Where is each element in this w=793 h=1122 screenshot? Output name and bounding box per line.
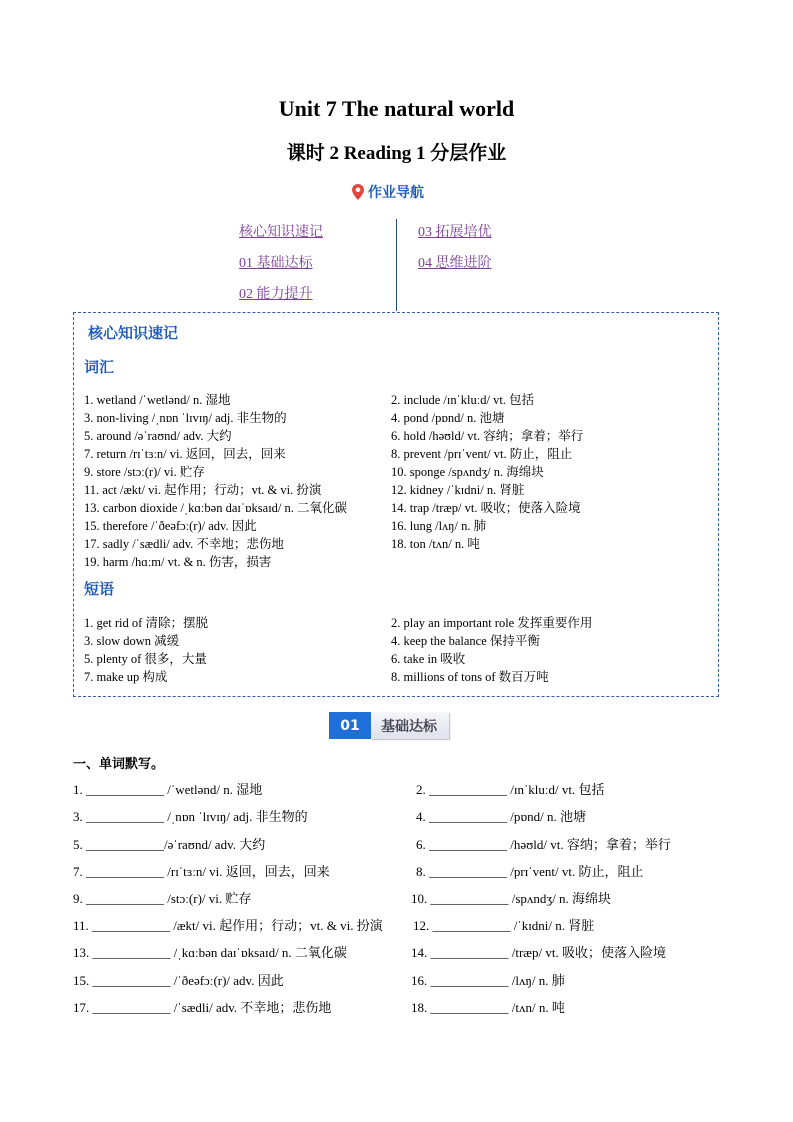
exercise-item[interactable]: 3. ____________ /ˌnɒn ˈlɪvɪŋ/ adj. 非生物的 bbox=[73, 809, 308, 824]
list-item: 14. trap /træp/ vt. 吸收；使落入险境 bbox=[391, 501, 581, 515]
page-subtitle: 课时 2 Reading 1 分层作业 bbox=[286, 143, 507, 164]
exercise-item[interactable]: 5. ____________/əˈraʊnd/ adv. 大约 bbox=[73, 837, 266, 852]
vocab-heading: 词汇 bbox=[84, 358, 115, 376]
list-item: 16. lung /lʌŋ/ n. 肺 bbox=[391, 519, 487, 533]
list-item: 15. therefore /ˈðeəfɔː(r)/ adv. 因此 bbox=[84, 519, 257, 533]
page-title: Unit 7 The natural world bbox=[278, 96, 515, 121]
list-item: 2. include /ɪnˈkluːd/ vt. 包括 bbox=[391, 393, 535, 407]
list-item: 6. hold /həʊld/ vt. 容纳；拿着；举行 bbox=[391, 429, 584, 443]
nav-heading-label: 作业导航 bbox=[368, 185, 424, 201]
phrase-heading: 短语 bbox=[84, 580, 115, 598]
section-number: 01 bbox=[329, 712, 371, 739]
exercise-item[interactable]: 4. ____________ /pɒnd/ n. 池塘 bbox=[416, 809, 587, 824]
nav-link-thinking[interactable]: 04 思维进阶 bbox=[418, 256, 492, 271]
vocab-list-left bbox=[84, 391, 347, 571]
list-item: 17. sadly /ˈsædli/ adv. 不幸地；悲伤地 bbox=[84, 537, 284, 551]
vocab-list-right bbox=[391, 391, 583, 553]
nav-link-extension[interactable]: 03 拓展培优 bbox=[418, 225, 492, 240]
nav-divider bbox=[396, 219, 397, 311]
section-01-tag bbox=[329, 712, 449, 739]
list-item: 9. store /stɔː(r)/ vi. 贮存 bbox=[84, 465, 205, 479]
exercise-item[interactable]: 17. ____________ /ˈsædli/ adv. 不幸地；悲伤地 bbox=[73, 1000, 332, 1015]
list-item: 1. get rid of 清除；摆脱 bbox=[84, 616, 208, 630]
exercise-item[interactable]: 10. ____________ /spʌndʒ/ n. 海绵块 bbox=[411, 891, 612, 906]
list-item: 5. plenty of 很多，大量 bbox=[84, 652, 207, 666]
list-item: 7. make up 构成 bbox=[84, 670, 168, 684]
nav-link-basic[interactable]: 01 基础达标 bbox=[239, 256, 313, 271]
exercise-item[interactable]: 12. ____________ /ˈkɪdni/ n. 肾脏 bbox=[413, 918, 595, 933]
list-item: 12. kidney /ˈkɪdni/ n. 肾脏 bbox=[391, 483, 525, 497]
exercise-item[interactable]: 1. ____________ /ˈwetlənd/ n. 湿地 bbox=[73, 782, 263, 797]
list-item: 8. millions of tons of 数百万吨 bbox=[391, 670, 549, 684]
list-item: 1. wetland /ˈwetlənd/ n. 湿地 bbox=[84, 393, 231, 407]
list-item: 13. carbon dioxide /ˌkɑːbən daɪˈɒksaɪd/ n. 二氧化碳 bbox=[84, 501, 348, 515]
exercise-item[interactable]: 6. ____________ /həʊld/ vt. 容纳；拿着；举行 bbox=[416, 837, 671, 852]
exercise-item[interactable]: 16. ____________ /lʌŋ/ n. 肺 bbox=[411, 973, 565, 988]
location-pin-icon bbox=[352, 184, 364, 200]
core-knowledge-heading: 核心知识速记 bbox=[88, 324, 179, 342]
exercise-item[interactable]: 7. ____________ /rɪˈtɜːn/ vi. 返回，回去，回来 bbox=[73, 864, 330, 879]
nav-heading bbox=[352, 182, 424, 202]
nav-link-core-knowledge[interactable]: 核心知识速记 bbox=[239, 225, 323, 240]
exercise-item[interactable]: 8. ____________ /prɪˈvent/ vt. 防止，阻止 bbox=[416, 864, 644, 879]
phrase-list-right bbox=[391, 614, 592, 686]
list-item: 10. sponge /spʌndʒ/ n. 海绵块 bbox=[391, 465, 544, 479]
exercise-item[interactable]: 14. ____________ /træp/ vt. 吸收；使落入险境 bbox=[411, 945, 666, 960]
list-item: 2. play an important role 发挥重要作用 bbox=[391, 616, 593, 630]
exercise-item[interactable]: 11. ____________ /ækt/ vi. 起作用；行动；vt. & vi. 扮演 bbox=[73, 918, 383, 933]
phrase-list-left bbox=[84, 614, 208, 686]
exercise-item[interactable]: 13. ____________ /ˌkɑːbən daɪˈɒksaɪd/ n. 二氧化碳 bbox=[73, 945, 347, 960]
exercise-item[interactable]: 15. ____________ /ˈðeəfɔː(r)/ adv. 因此 bbox=[73, 973, 284, 988]
list-item: 19. harm /hɑːm/ vt. & n. 伤害，损害 bbox=[84, 555, 272, 569]
list-item: 4. keep the balance 保持平衡 bbox=[391, 634, 540, 648]
list-item: 18. ton /tʌn/ n. 吨 bbox=[391, 537, 480, 551]
exercise-item[interactable]: 2. ____________ /ɪnˈkluːd/ vt. 包括 bbox=[416, 782, 605, 797]
exercise-item[interactable]: 9. ____________ /stɔː(r)/ vi. 贮存 bbox=[73, 891, 252, 906]
nav-link-ability[interactable]: 02 能力提升 bbox=[239, 287, 313, 302]
exercise-item[interactable]: 18. ____________ /tʌn/ n. 吨 bbox=[411, 1000, 565, 1015]
exercise-part-title: 一、单词默写。 bbox=[73, 757, 165, 772]
list-item: 3. non-living /ˌnɒn ˈlɪvɪŋ/ adj. 非生物的 bbox=[84, 411, 287, 425]
list-item: 6. take in 吸收 bbox=[391, 652, 466, 666]
list-item: 11. act /ækt/ vi. 起作用；行动；vt. & vi. 扮演 bbox=[84, 483, 322, 497]
list-item: 4. pond /pɒnd/ n. 池塘 bbox=[391, 411, 505, 425]
list-item: 3. slow down 减缓 bbox=[84, 634, 180, 648]
list-item: 5. around /əˈraʊnd/ adv. 大约 bbox=[84, 429, 232, 443]
list-item: 8. prevent /prɪˈvent/ vt. 防止，阻止 bbox=[391, 447, 573, 461]
section-label: 基础达标 bbox=[371, 712, 449, 739]
list-item: 7. return /rɪˈtɜːn/ vi. 返回，回去，回来 bbox=[84, 447, 286, 461]
